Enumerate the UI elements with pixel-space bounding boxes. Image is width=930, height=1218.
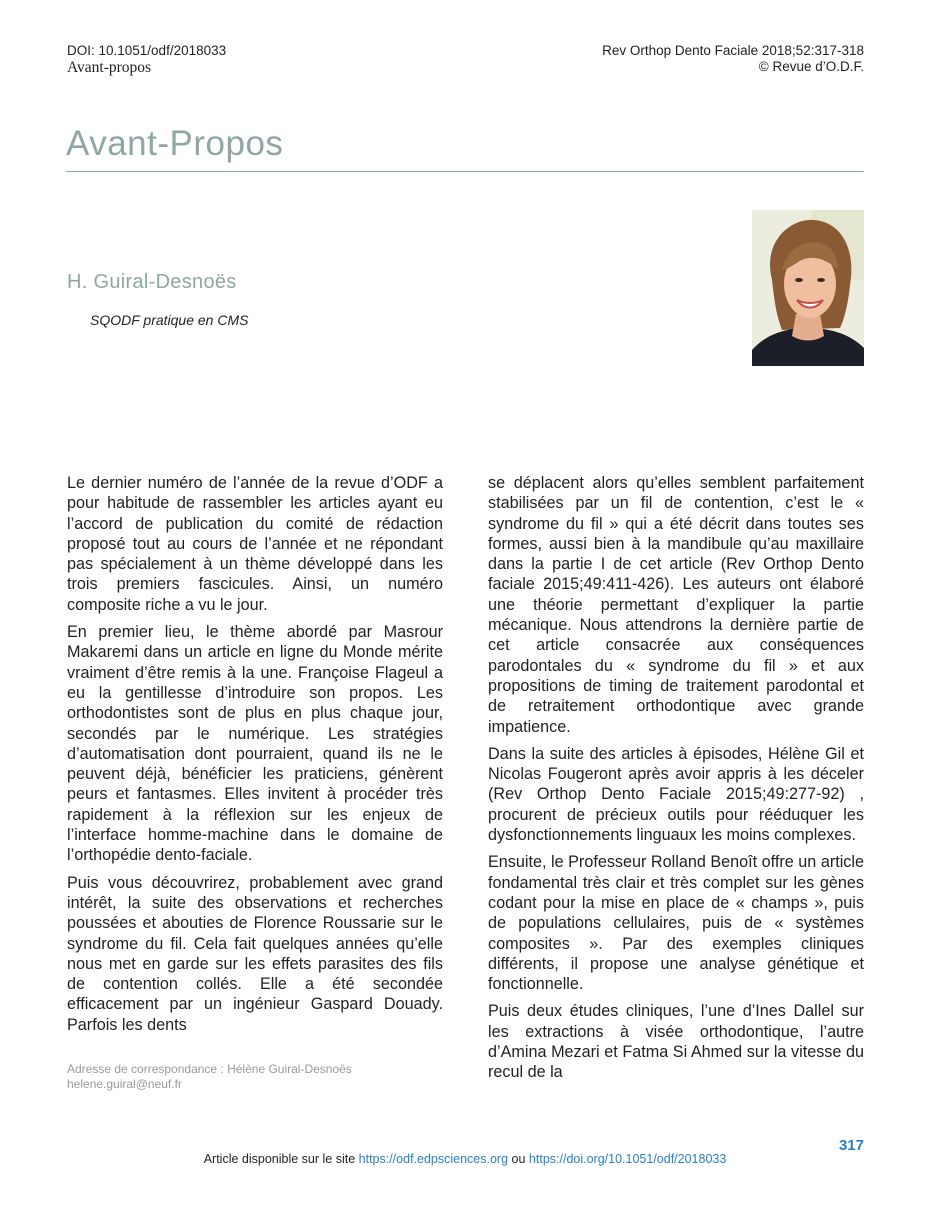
- body-column-left: [67, 473, 443, 1042]
- paragraph: Ensuite, le Professeur Rolland Benoît offre un article fondamental très clair et très complet sur les gènes codant pour la mise en place de « champs », puis de populations cellulaires, puis de « systèmes composites ». Par des exemples cliniques différents, il propose une analyse génétique et fonctionnelle.: [488, 853, 864, 994]
- paragraph: Puis deux études cliniques, l’une d’Ines Dallel sur les extractions à visée orthodontique, l’autre d’Amina Mezari et Fatma Si Ahmed sur la vitesse du recul de la: [488, 1002, 864, 1082]
- doi-text: DOI: 10.1051/odf/2018033: [67, 43, 227, 58]
- correspondence-email[interactable]: helene.guiral@neuf.fr: [67, 1077, 182, 1091]
- copyright-text: © Revue d’O.D.F.: [758, 59, 864, 74]
- paragraph: Puis vous découvrirez, probablement avec grand intérêt, la suite des observations et recherches poussées et abouties de Florence Roussarie sur le syndrome du fil. Cela fait quelques années qu’elle nous met en garde sur les effets parasites des fils de contention collés. Elle a été secondée efficacement par un ingénieur Gaspard Douady. Parfois les dents: [67, 873, 443, 1034]
- footer-prefix: Article disponible sur le site: [203, 1152, 356, 1166]
- running-header-right: [602, 43, 864, 75]
- paragraph: En premier lieu, le thème abordé par Masrour Makaremi dans un article en ligne du Monde mérite vraiment d’être remis à la une. Françoise Flageul a eu la gentillesse d’introduire son propos. Les orthodontistes sont de plus en plus chaque jour, secondés par le numérique. Les stratégies d’automatisation dont pourraient, quand ils ne le peuvent déjà, bénéficier les praticiens, génèrent peurs et fantasmes. Elles invitent à procéder très rapidement à la réflexion sur les enjeux de l’interface homme-machine dans le domaine de l’orthopédie dento-faciale.: [67, 623, 443, 865]
- running-header-left: [67, 43, 226, 76]
- article-title: Avant-Propos: [66, 124, 284, 163]
- page-number: 317: [838, 1137, 864, 1154]
- footer-conjunction: ou: [511, 1152, 526, 1166]
- body-column-right: [488, 473, 864, 1090]
- doi-link[interactable]: https://doi.org/10.1051/odf/2018033: [528, 1152, 727, 1166]
- footer-availability: [0, 1152, 930, 1166]
- correspondence-address: Adresse de correspondance : Hélène Guiral-Desnoës: [67, 1062, 352, 1076]
- section-label: Avant-propos: [67, 59, 152, 76]
- author-affiliation: SQODF pratique en CMS: [90, 312, 249, 328]
- paragraph: se déplacent alors qu’elles semblent parfaitement stabilisées par un fil de contention, c’est le « syndrome du fil » qui a été décrit dans toutes ses formes, aussi bien à la mandibule qu’au maxillaire dans la partie I de cet article (Rev Orthop Dento faciale 2015;49:411-426). Les auteurs ont élaboré une théorie permettant d’expliquer la partie mécanique. Nous attendrons la dernière partie de cet article consacrée aux conséquences parodontales du « syndrome du fil » et aux propositions de timing de traitement parodontal et de retraitement orthodontique avec grande impatience.: [488, 474, 864, 736]
- journal-site-link[interactable]: https://odf.edpsciences.org: [358, 1152, 509, 1166]
- paragraph: Dans la suite des articles à épisodes, Hélène Gil et Nicolas Fougeront après avoir appris à les déceler (Rev Orthop Dento Faciale 2015;49:277-92) , procurent de précieux outils pour rééduquer les dysfonctionnements linguaux les moins complexes.: [488, 744, 864, 845]
- author-name: H. Guiral-Desnoës: [67, 271, 237, 293]
- author-portrait-image: [752, 210, 864, 366]
- paragraph: Le dernier numéro de l’année de la revue d’ODF a pour habitude de rassembler les articles ayant eu l’accord de publication du comité de rédaction proposé tout au cours de l’année et ne répondant pas spécialement à un thème développé dans les trois premiers fascicules. Ainsi, un numéro composite riche a vu le jour.: [67, 474, 443, 614]
- author-photo: [752, 210, 864, 366]
- title-rule: [66, 171, 864, 172]
- citation-text: Rev Orthop Dento Faciale 2018;52:317-318: [602, 43, 864, 58]
- correspondence-note: [67, 1062, 352, 1092]
